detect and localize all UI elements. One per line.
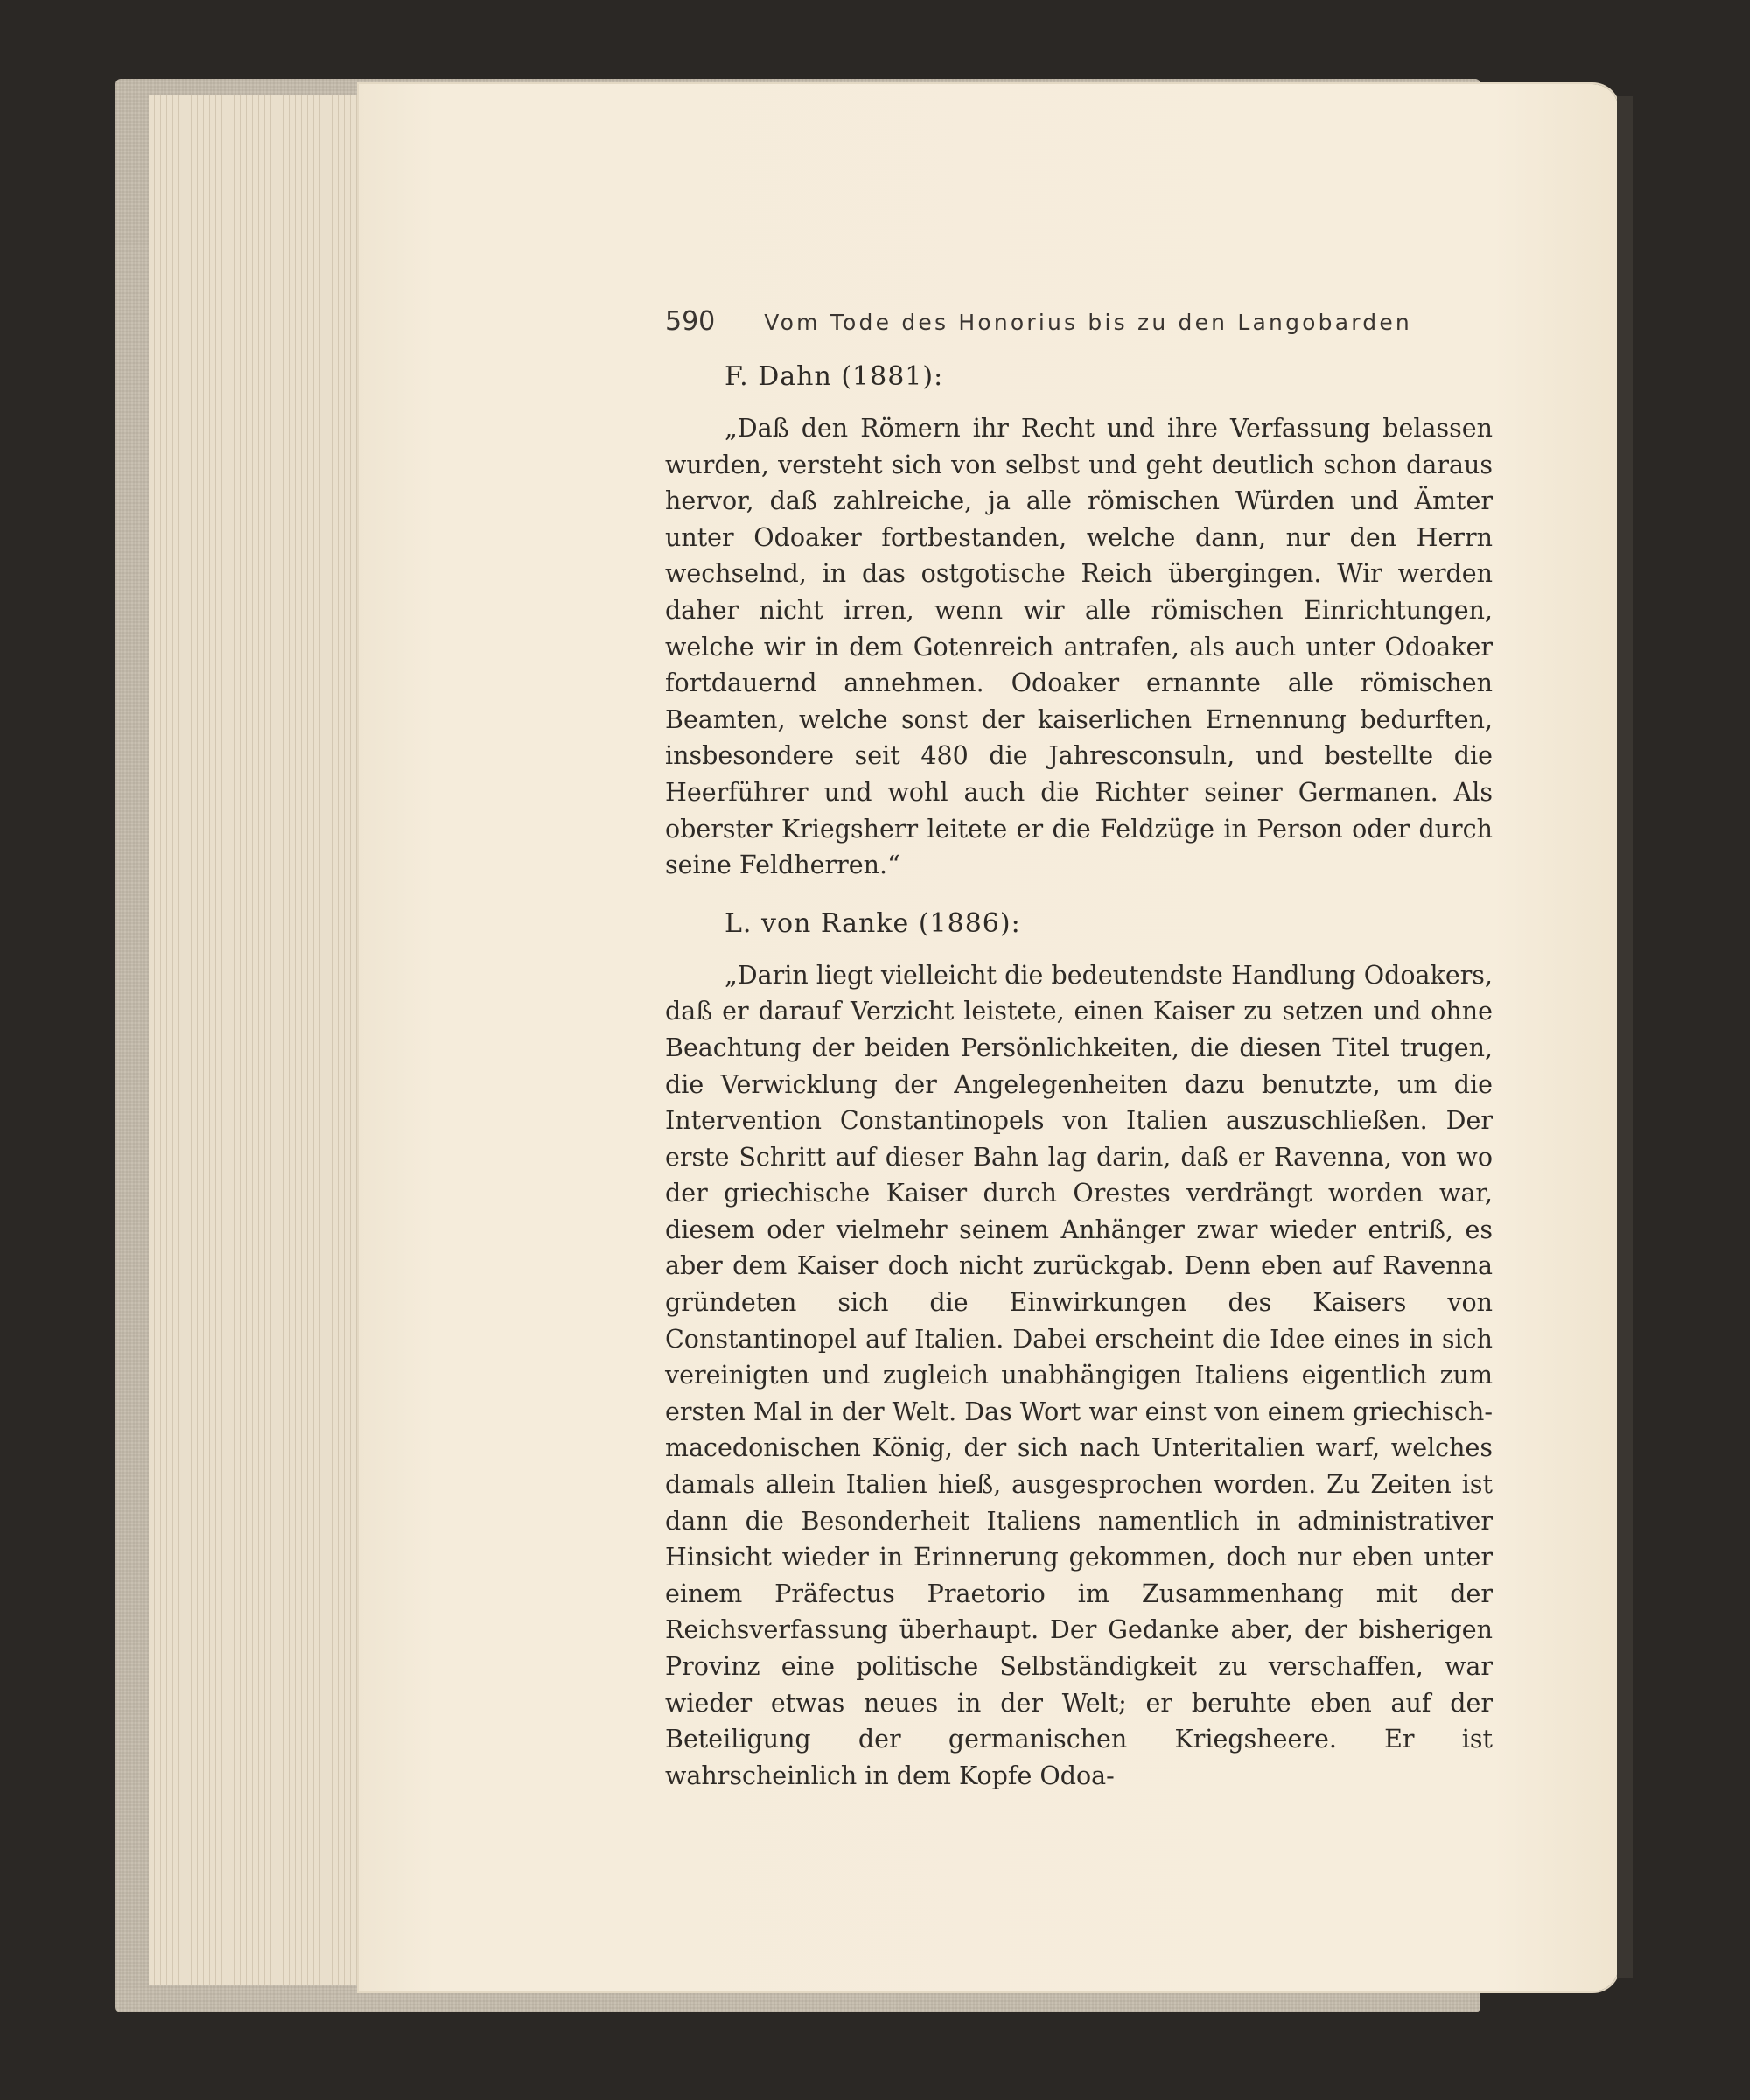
ranke-heading: L. von Ranke (1886):: [724, 907, 1021, 939]
page-number: 590: [665, 306, 716, 337]
dahn-quote: „Daß den Römern ihr Recht und ihre Verfassung belassen wurden, versteht sich von selbst und geht deutlich schon daraus hervor, daß zahlreiche, ja alle römischen Würden und Ämter unter Odoaker fortbestanden, welche dann, nur den Herrn wechselnd, in das ostgotische Reich übergingen. Wir werden daher nicht irren, wenn wir alle römischen Einrichtungen, welche wir in dem Gotenreich antrafen, als auch unter Odoaker fortdauernd annehmen. Odoaker ernannte alle römischen Beamten, welche sonst der kaiserlichen Ernennung bedurften, insbesondere seit 480 die Jahresconsuln, und bestellte die Heerführer und wohl auch die Richter seiner Germanen. Als oberster Kriegsherr leitete er die Feldzüge in Person oder durch seine Feldherren.“: [665, 414, 1493, 880]
page-shadow: [1617, 96, 1633, 1978]
running-head: [665, 306, 1493, 337]
ranke-quote: „Darin liegt vielleicht die bedeutendste Handlung Odoakers, daß er darauf Verzicht leistete, einen Kaiser zu setzen und ohne Beachtung der beiden Persönlichkeiten, die diesen Titel trugen, die Verwicklung der Angelegenheiten dazu benutzte, um die Intervention Constantinopels von Italien auszuschließen. Der erste Schritt auf dieser Bahn lag darin, daß er Ravenna, von wo der griechische Kaiser durch Orestes verdrängt worden war, diesem oder vielmehr seinem Anhänger zwar wieder entriß, es aber dem Kaiser doch nicht zurückgab. Denn eben auf Ravenna gründeten sich die Einwirkungen des Kaisers von Constantinopel auf Italien. Dabei erscheint die Idee eines in sich vereinigten und zugleich unabhängigen Italiens eigentlich zum ersten Mal in der Welt. Das Wort war einst von einem griechisch-macedonischen König, der sich nach Unteritalien warf, welches damals allein Italien hieß, ausgesprochen worden. Zu Zeiten ist dann die Besonderheit Italiens namentlich in administrativer Hinsicht wieder in Erinnerung gekommen, doch nur eben unter einem Präfectus Praetorio im Zusammenhang mit der Reichsverfassung überhaupt. Der Gedanke aber, der bisherigen Provinz eine politische Selbständigkeit zu verschaffen, war wieder etwas neues in der Welt; er beruhte eben auf der Beteiligung der germanischen Kriegsheere. Er ist wahrscheinlich in dem Kopfe Odoa-: [665, 960, 1493, 1790]
dahn-heading: F. Dahn (1881):: [724, 361, 944, 392]
page-edges: [149, 94, 378, 1984]
page-text: [665, 306, 1493, 1804]
running-head-title: Vom Tode des Honorius bis zu den Langobarden: [764, 310, 1412, 335]
